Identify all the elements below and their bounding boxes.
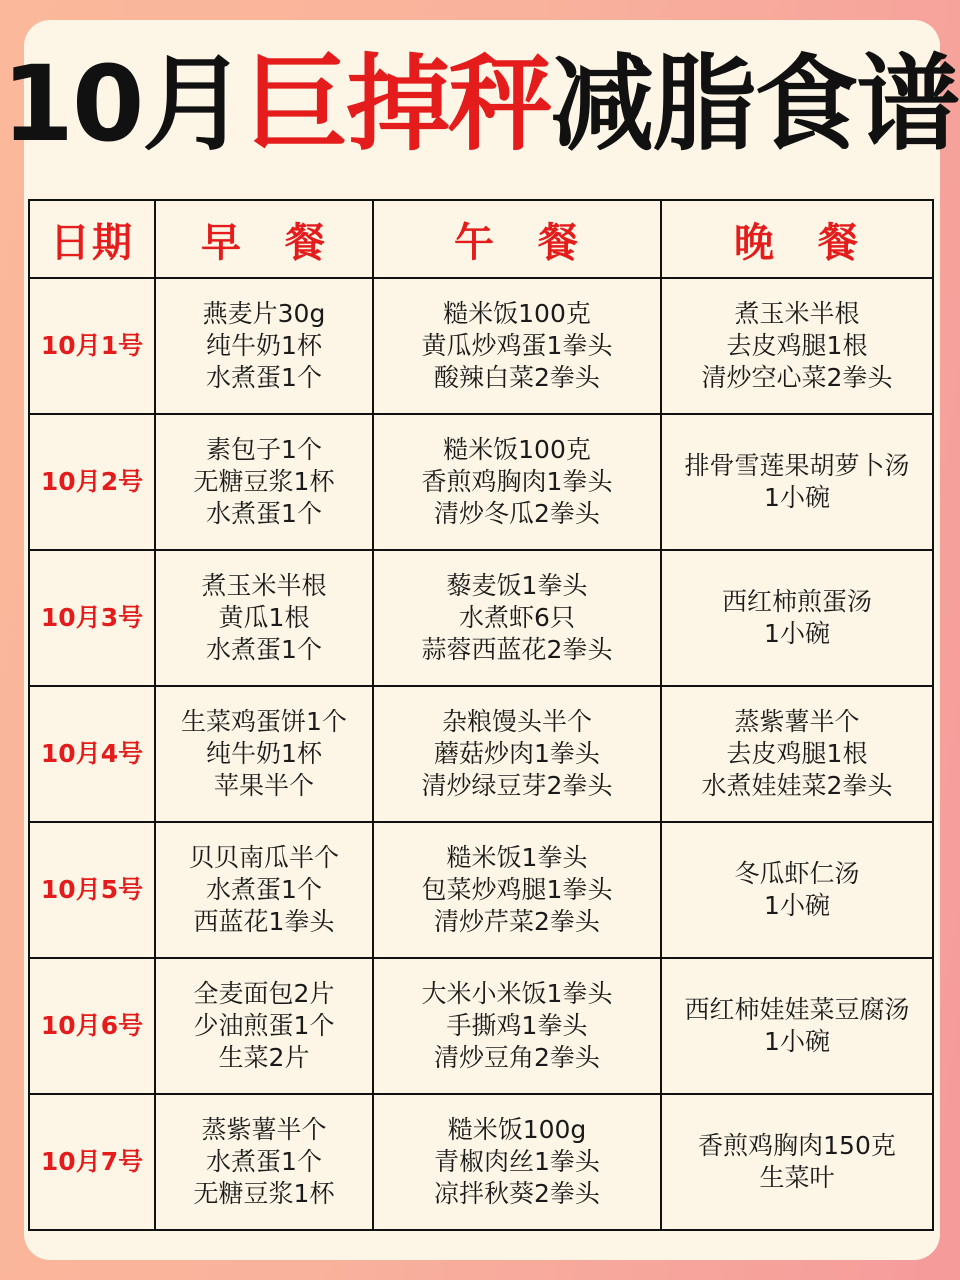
lunch-item: 青椒肉丝1拳头 — [434, 1147, 600, 1176]
dinner-cell — [661, 686, 933, 822]
table-row — [29, 686, 933, 822]
dinner-item: 去皮鸡腿1根 — [726, 739, 868, 768]
lunch-item: 凉拌秋葵2拳头 — [434, 1179, 600, 1208]
lunch-item: 酸辣白菜2拳头 — [434, 363, 600, 392]
date-cell: 10月1号 — [29, 278, 155, 414]
breakfast-cell — [155, 278, 373, 414]
dinner-item: 1小碗 — [764, 483, 830, 512]
breakfast-cell — [155, 414, 373, 550]
dinner-cell — [661, 822, 933, 958]
lunch-item: 蒜蓉西蓝花2拳头 — [421, 635, 613, 664]
breakfast-item: 西蓝花1拳头 — [193, 907, 335, 936]
table-header-row — [29, 200, 933, 278]
dinner-item: 香煎鸡胸肉150克 — [698, 1131, 896, 1160]
breakfast-cell — [155, 1094, 373, 1230]
title-prefix: 10月 — [1, 43, 245, 165]
lunch-cell — [373, 958, 661, 1094]
header-breakfast: 早 餐 — [155, 200, 373, 278]
breakfast-item: 蒸紫薯半个 — [201, 1115, 327, 1144]
dinner-item: 去皮鸡腿1根 — [726, 331, 868, 360]
dinner-item: 水煮娃娃菜2拳头 — [701, 771, 893, 800]
date-cell: 10月2号 — [29, 414, 155, 550]
breakfast-item: 生菜2片 — [218, 1043, 310, 1072]
lunch-item: 清炒芹菜2拳头 — [434, 907, 600, 936]
lunch-item: 清炒冬瓜2拳头 — [434, 499, 600, 528]
lunch-item: 杂粮馒头半个 — [441, 707, 592, 736]
lunch-cell — [373, 686, 661, 822]
date-cell: 10月5号 — [29, 822, 155, 958]
breakfast-item: 无糖豆浆1杯 — [193, 1179, 335, 1208]
table-row — [29, 550, 933, 686]
date-cell: 10月6号 — [29, 958, 155, 1094]
breakfast-item: 水煮蛋1个 — [206, 499, 322, 528]
dinner-item: 生菜叶 — [759, 1163, 835, 1192]
lunch-item: 清炒绿豆芽2拳头 — [421, 771, 613, 800]
lunch-item: 香煎鸡胸肉1拳头 — [421, 467, 613, 496]
dinner-cell — [661, 278, 933, 414]
dinner-item: 冬瓜虾仁汤 — [734, 859, 860, 888]
breakfast-item: 水煮蛋1个 — [206, 875, 322, 904]
dinner-cell — [661, 414, 933, 550]
breakfast-item: 水煮蛋1个 — [206, 363, 322, 392]
breakfast-item: 燕麦片30g — [202, 299, 326, 328]
breakfast-item: 纯牛奶1杯 — [206, 331, 322, 360]
header-lunch: 午 餐 — [373, 200, 661, 278]
breakfast-item: 贝贝南瓜半个 — [188, 843, 339, 872]
page-title — [0, 44, 960, 164]
meal-plan-table — [28, 199, 934, 1231]
date-cell: 10月7号 — [29, 1094, 155, 1230]
lunch-item: 蘑菇炒肉1拳头 — [434, 739, 600, 768]
dinner-item: 西红柿娃娃菜豆腐汤 — [684, 995, 910, 1024]
lunch-item: 糙米饭1拳头 — [446, 843, 588, 872]
lunch-cell — [373, 278, 661, 414]
dinner-item: 西红柿煎蛋汤 — [721, 587, 872, 616]
lunch-item: 糙米饭100g — [447, 1115, 587, 1144]
lunch-item: 黄瓜炒鸡蛋1拳头 — [421, 331, 613, 360]
dinner-item: 煮玉米半根 — [734, 299, 860, 328]
table-body — [29, 278, 933, 1230]
lunch-item: 糙米饭100克 — [443, 299, 591, 328]
lunch-item: 大米小米饭1拳头 — [421, 979, 613, 1008]
breakfast-item: 苹果半个 — [213, 771, 314, 800]
dinner-item: 1小碗 — [764, 619, 830, 648]
dinner-item: 蒸紫薯半个 — [734, 707, 860, 736]
lunch-cell — [373, 1094, 661, 1230]
lunch-cell — [373, 550, 661, 686]
breakfast-cell — [155, 958, 373, 1094]
header-dinner: 晚 餐 — [661, 200, 933, 278]
dinner-item: 1小碗 — [764, 891, 830, 920]
date-cell: 10月3号 — [29, 550, 155, 686]
lunch-item: 手撕鸡1拳头 — [446, 1011, 588, 1040]
breakfast-item: 煮玉米半根 — [201, 571, 327, 600]
title-accent: 巨掉秤 — [244, 43, 551, 165]
breakfast-cell — [155, 822, 373, 958]
lunch-cell — [373, 822, 661, 958]
table-row — [29, 278, 933, 414]
lunch-item: 水煮虾6只 — [459, 603, 575, 632]
lunch-item: 糙米饭100克 — [443, 435, 591, 464]
dinner-item: 1小碗 — [764, 1027, 830, 1056]
breakfast-cell — [155, 686, 373, 822]
breakfast-item: 水煮蛋1个 — [206, 635, 322, 664]
date-cell: 10月4号 — [29, 686, 155, 822]
table-row — [29, 414, 933, 550]
title-suffix: 减脂食谱 — [550, 43, 959, 165]
dinner-cell — [661, 550, 933, 686]
header-date: 日期 — [29, 200, 155, 278]
breakfast-item: 素包子1个 — [206, 435, 322, 464]
dinner-cell — [661, 958, 933, 1094]
dinner-item: 排骨雪莲果胡萝卜汤 — [684, 451, 910, 480]
breakfast-item: 纯牛奶1杯 — [206, 739, 322, 768]
table-row — [29, 1094, 933, 1230]
dinner-item: 清炒空心菜2拳头 — [701, 363, 893, 392]
breakfast-cell — [155, 550, 373, 686]
lunch-item: 清炒豆角2拳头 — [434, 1043, 600, 1072]
breakfast-item: 全麦面包2片 — [193, 979, 335, 1008]
breakfast-item: 黄瓜1根 — [218, 603, 310, 632]
breakfast-item: 少油煎蛋1个 — [193, 1011, 335, 1040]
breakfast-item: 无糖豆浆1杯 — [193, 467, 335, 496]
lunch-item: 包菜炒鸡腿1拳头 — [421, 875, 613, 904]
breakfast-item: 水煮蛋1个 — [206, 1147, 322, 1176]
table-row — [29, 822, 933, 958]
table-row — [29, 958, 933, 1094]
dinner-cell — [661, 1094, 933, 1230]
lunch-cell — [373, 414, 661, 550]
lunch-item: 藜麦饭1拳头 — [446, 571, 588, 600]
breakfast-item: 生菜鸡蛋饼1个 — [181, 707, 347, 736]
